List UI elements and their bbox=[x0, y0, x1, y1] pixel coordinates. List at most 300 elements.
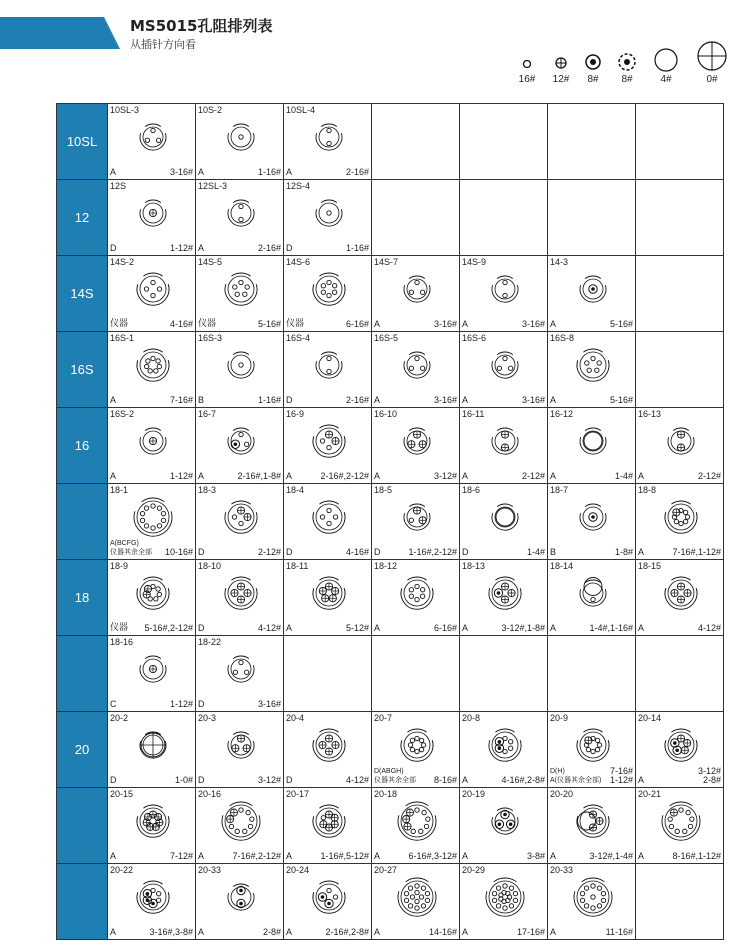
arrangement-code: A bbox=[286, 927, 293, 937]
pin-16-icon bbox=[157, 287, 161, 291]
arrangement-cell bbox=[284, 864, 372, 940]
contact-count: 4-16# bbox=[169, 319, 193, 329]
connector-face-diagram bbox=[573, 497, 613, 537]
pin-16-icon bbox=[157, 364, 161, 368]
legend-label: 8# bbox=[621, 74, 633, 85]
connector-face-diagram bbox=[661, 573, 701, 613]
arrangement-code: A bbox=[550, 851, 557, 861]
pin-16-icon bbox=[144, 524, 148, 528]
arrangement-cell bbox=[372, 180, 460, 256]
contact-count: 6-16# bbox=[433, 623, 457, 633]
contact-count: 3-12# bbox=[697, 766, 721, 776]
arrangement-name: 18-3 bbox=[198, 485, 217, 495]
pin-16-icon bbox=[508, 740, 512, 744]
pin-16-icon bbox=[156, 138, 160, 142]
connector-face-diagram bbox=[573, 573, 613, 613]
arrangement-code: D bbox=[374, 547, 381, 557]
contact-count: 2-16#,2-8# bbox=[325, 927, 369, 937]
arrangement-code: A bbox=[198, 927, 205, 937]
pin-16-icon bbox=[426, 817, 430, 821]
pin-16-icon bbox=[145, 138, 149, 142]
contact-count: 2-8# bbox=[262, 927, 281, 937]
arrangement-name: 20-33 bbox=[198, 865, 222, 875]
arrangement-cell bbox=[108, 180, 196, 256]
arrangement-cell bbox=[196, 484, 284, 560]
arrangement-name: 18-15 bbox=[638, 561, 662, 571]
arrangement-name: 10SL-4 bbox=[286, 105, 316, 115]
pin-16-icon bbox=[496, 886, 500, 890]
contact-count: 3-16# bbox=[433, 395, 457, 405]
connector-face-diagram bbox=[485, 269, 525, 309]
arrangement-name: 14S-7 bbox=[374, 257, 399, 267]
arrangement-name: 12S bbox=[110, 181, 127, 191]
pin-16-icon bbox=[156, 892, 160, 896]
pin-16-icon bbox=[408, 886, 412, 890]
connector-face-diagram bbox=[397, 573, 437, 613]
pin-16-icon bbox=[409, 594, 413, 598]
arrangement-cell bbox=[636, 180, 724, 256]
arrangement-name: 14S-9 bbox=[462, 257, 487, 267]
pin-16-icon bbox=[320, 439, 324, 443]
shell-size-label: 18 bbox=[57, 560, 108, 636]
arrangement-cell bbox=[636, 712, 724, 788]
pin-16-icon bbox=[327, 521, 331, 525]
pin-16-icon bbox=[409, 518, 413, 522]
contact-count: 14-16# bbox=[428, 927, 457, 937]
table-row bbox=[57, 788, 724, 864]
pin-16-icon bbox=[503, 280, 507, 284]
contact-count: 6-16#,3-12# bbox=[408, 851, 457, 861]
pin-16-icon bbox=[415, 749, 419, 753]
pin-16-icon bbox=[421, 743, 425, 747]
contact-count: 4-12# bbox=[697, 623, 721, 633]
arrangement-cell bbox=[284, 788, 372, 864]
arrangement-name: 16S-1 bbox=[110, 333, 135, 343]
pin-16-icon bbox=[509, 886, 513, 890]
contact-count: 10-16# bbox=[164, 547, 193, 557]
arrangement-cell bbox=[108, 788, 196, 864]
arrangement-name: 14S-2 bbox=[110, 257, 135, 267]
arrangement-cell bbox=[548, 788, 636, 864]
pin-16-icon bbox=[404, 898, 408, 902]
pin-16-icon bbox=[421, 904, 425, 908]
arrangement-cell bbox=[636, 256, 724, 332]
legend-label: 12# bbox=[552, 74, 570, 85]
arrangement-name: 16-12 bbox=[550, 409, 574, 419]
pin-16-icon bbox=[327, 888, 331, 892]
cross-circle-icon bbox=[697, 36, 727, 72]
connector-face-diagram bbox=[221, 801, 261, 841]
arrangement-code: A bbox=[110, 851, 117, 861]
contact-count: 3-16# bbox=[521, 395, 545, 405]
arrangement-name: 18-5 bbox=[374, 485, 393, 495]
contact-count: 3-16# bbox=[257, 699, 281, 709]
pin-16-icon bbox=[674, 519, 678, 523]
arrangement-cell bbox=[108, 484, 196, 560]
pin-16-icon bbox=[591, 906, 595, 910]
contact-count: 5-16# bbox=[609, 395, 633, 405]
arrangement-code: D(ABGH) bbox=[374, 768, 404, 775]
pin-16-icon bbox=[157, 524, 161, 528]
arrangement-cell bbox=[284, 104, 372, 180]
contact-count: 8-16# bbox=[433, 775, 457, 785]
pin-16-icon bbox=[140, 518, 144, 522]
arrangement-name: 16-9 bbox=[286, 409, 305, 419]
connector-face-diagram bbox=[573, 725, 613, 765]
arrangement-cell bbox=[548, 560, 636, 636]
contact-count: 2-12# bbox=[521, 471, 545, 481]
contact-count: 3-16# bbox=[433, 319, 457, 329]
arrangement-code: A bbox=[286, 167, 293, 177]
arrangement-code: A bbox=[198, 471, 205, 481]
shell-size-label: 16S bbox=[57, 332, 108, 408]
pin-16-icon bbox=[235, 292, 239, 296]
connector-face-diagram bbox=[485, 421, 525, 461]
pin-16-icon bbox=[597, 743, 601, 747]
contact-count: 5-16#,2-12# bbox=[144, 623, 193, 633]
shell-size-label bbox=[57, 864, 108, 940]
connector-face-diagram bbox=[309, 193, 349, 233]
arrangement-code: A bbox=[374, 927, 381, 937]
connector-face-diagram bbox=[309, 801, 349, 841]
arrangement-name: 20-21 bbox=[638, 789, 662, 799]
pin-16-icon bbox=[601, 891, 605, 895]
pin-16-icon bbox=[410, 747, 414, 751]
arrangement-code: D bbox=[286, 243, 293, 253]
pin-16-icon bbox=[151, 293, 155, 297]
pin-16-icon bbox=[415, 906, 419, 910]
arrangement-code: D bbox=[110, 243, 117, 253]
contact-count: 4-12# bbox=[257, 623, 281, 633]
arrangement-code: A bbox=[374, 395, 381, 405]
pin-16-icon bbox=[509, 904, 513, 908]
arrangement-name: 16-13 bbox=[638, 409, 662, 419]
arrangement-cell bbox=[108, 104, 196, 180]
arrangement-name: 16S-3 bbox=[198, 333, 223, 343]
contact-count: 3-12#,1-8# bbox=[501, 623, 545, 633]
arrangement-code: D bbox=[198, 547, 205, 557]
pin-16-icon bbox=[333, 515, 337, 519]
arrangement-cell bbox=[372, 332, 460, 408]
pin-16-icon bbox=[404, 891, 408, 895]
connector-face-diagram bbox=[133, 649, 173, 689]
pin-16-icon bbox=[503, 884, 507, 888]
arrangement-cell bbox=[636, 560, 724, 636]
arrangement-code: D bbox=[286, 775, 293, 785]
pin-16-icon bbox=[239, 217, 243, 221]
contact-count: 6-16# bbox=[345, 319, 369, 329]
arrangement-code: A bbox=[462, 927, 469, 937]
pin-16-icon bbox=[151, 356, 155, 360]
connector-face-diagram bbox=[661, 725, 701, 765]
arrangement-name: 12S-4 bbox=[286, 181, 311, 191]
pin-16-icon bbox=[419, 895, 423, 899]
table-row bbox=[57, 408, 724, 484]
connector-face-diagram bbox=[221, 877, 261, 917]
pin-16-icon bbox=[409, 290, 413, 294]
arrangement-cell bbox=[196, 636, 284, 712]
arrangement-name: 20-4 bbox=[286, 713, 305, 723]
pin-16-icon bbox=[420, 366, 424, 370]
pin-16-icon bbox=[321, 816, 325, 820]
arrangement-name: 16S-2 bbox=[110, 409, 135, 419]
contact-count: 7-16# bbox=[169, 395, 193, 405]
arrangement-name: 10S-2 bbox=[198, 105, 223, 115]
arrangement-cell bbox=[196, 864, 284, 940]
contact-count: 4-12# bbox=[345, 775, 369, 785]
connector-face-diagram bbox=[397, 497, 437, 537]
pin-16-icon bbox=[327, 128, 331, 132]
pin-16-icon bbox=[597, 886, 601, 890]
contact-count: 1-4#,1-16# bbox=[589, 623, 633, 633]
pin-16-icon bbox=[586, 747, 590, 751]
arrangement-cell bbox=[372, 788, 460, 864]
arrangement-cell bbox=[108, 560, 196, 636]
pin-16-icon bbox=[690, 817, 694, 821]
connector-face-diagram bbox=[221, 497, 261, 537]
arrangement-cell bbox=[636, 864, 724, 940]
contact-count: 3-12#,1-4# bbox=[589, 851, 633, 861]
pin-16-icon bbox=[248, 824, 252, 828]
pin-16-icon bbox=[233, 285, 237, 289]
arrangement-cell bbox=[108, 256, 196, 332]
arrangement-code: A bbox=[550, 395, 557, 405]
connector-face-diagram bbox=[133, 269, 173, 309]
arrangement-code: D bbox=[286, 547, 293, 557]
pin-16-icon bbox=[591, 356, 595, 360]
arrangement-code: A bbox=[462, 471, 469, 481]
arrangement-code: A bbox=[198, 167, 205, 177]
connector-face-diagram bbox=[485, 801, 525, 841]
arrangement-code: A bbox=[638, 775, 645, 785]
arrangement-cell bbox=[372, 104, 460, 180]
arrangement-cell bbox=[460, 864, 548, 940]
arrangement-code: A bbox=[638, 851, 645, 861]
arrangement-code-note: 仪器其余全部 bbox=[110, 549, 152, 556]
arrangement-cell bbox=[284, 180, 372, 256]
pin-16-icon bbox=[154, 369, 158, 373]
connector-face-diagram bbox=[133, 573, 173, 613]
contact-count: 3-12# bbox=[257, 775, 281, 785]
connector-face-diagram bbox=[485, 497, 525, 537]
pin-16-icon bbox=[235, 829, 239, 833]
arrangement-code: A bbox=[374, 623, 381, 633]
pin-16-icon bbox=[409, 588, 413, 592]
arrangement-cell bbox=[284, 484, 372, 560]
contact-arrangement-table bbox=[56, 103, 724, 940]
connector-face-diagram bbox=[485, 573, 525, 613]
pin-16-icon bbox=[244, 442, 248, 446]
pin-16-icon bbox=[151, 504, 155, 508]
connector-face-diagram bbox=[661, 497, 701, 537]
dotted-contact-icon bbox=[578, 36, 608, 72]
arrangement-name: 20-8 bbox=[462, 713, 481, 723]
table-row bbox=[57, 484, 724, 560]
connector-face-diagram bbox=[309, 497, 349, 537]
pin-16-icon bbox=[410, 738, 414, 742]
arrangement-name: 16-10 bbox=[374, 409, 398, 419]
pin-16-icon bbox=[233, 670, 237, 674]
arrangement-code: A bbox=[110, 395, 117, 405]
arrangement-cell bbox=[372, 636, 460, 712]
arrangement-name: 16-11 bbox=[462, 409, 485, 419]
arrangement-cell bbox=[284, 408, 372, 484]
contact-count: 7-16#,2-12# bbox=[232, 851, 281, 861]
pin-16-icon bbox=[679, 521, 683, 525]
contact-count-second: 2-8# bbox=[702, 775, 721, 785]
pin-16-icon bbox=[239, 363, 243, 367]
title-banner bbox=[0, 17, 120, 49]
contact-count: 2-16# bbox=[345, 395, 369, 405]
arrangement-name: 18-13 bbox=[462, 561, 486, 571]
arrangement-cell bbox=[548, 104, 636, 180]
contact-count: 7-16#,1-12# bbox=[672, 547, 721, 557]
arrangement-code: A bbox=[286, 471, 293, 481]
contact-count: 17-16# bbox=[516, 927, 545, 937]
arrangement-cell bbox=[108, 864, 196, 940]
contact-count: 2-16#,2-12# bbox=[320, 471, 369, 481]
pin-16-icon bbox=[591, 597, 595, 601]
arrangement-code: A bbox=[198, 243, 205, 253]
arrangement-cell bbox=[108, 408, 196, 484]
pin-16-icon bbox=[327, 211, 331, 215]
small-contact-icon bbox=[512, 36, 542, 72]
pin-16-icon bbox=[244, 670, 248, 674]
pin-4-icon bbox=[496, 508, 514, 526]
contact-count: 1-12# bbox=[169, 471, 193, 481]
arrangement-code: A bbox=[550, 471, 557, 481]
pin-16-icon bbox=[415, 808, 419, 812]
arrangement-code: C bbox=[110, 699, 117, 709]
pin-16-icon bbox=[597, 361, 601, 365]
arrangement-cell bbox=[548, 332, 636, 408]
arrangement-cell bbox=[548, 864, 636, 940]
pin-16-icon bbox=[419, 747, 423, 751]
contact-count: 3-16#,3-8# bbox=[149, 927, 193, 937]
arrangement-name: 18-7 bbox=[550, 485, 569, 495]
pin-16-icon bbox=[585, 361, 589, 365]
contact-count: 2-16#,1-8# bbox=[237, 471, 281, 481]
connector-face-diagram bbox=[221, 269, 261, 309]
arrangement-name: 14-3 bbox=[550, 257, 569, 267]
pin-16-icon bbox=[587, 368, 591, 372]
arrangement-code: A bbox=[286, 851, 293, 861]
arrangement-cell bbox=[196, 788, 284, 864]
arrangement-name: 18-10 bbox=[198, 561, 222, 571]
pin-16-icon bbox=[243, 829, 247, 833]
pin-16-icon bbox=[591, 895, 595, 899]
shell-size-label: 16 bbox=[57, 408, 108, 484]
arrangement-name: 18-6 bbox=[462, 485, 481, 495]
pin-16-icon bbox=[425, 891, 429, 895]
connector-face-diagram bbox=[573, 421, 613, 461]
pin-16-icon bbox=[327, 356, 331, 360]
arrangement-code: 仪器 bbox=[110, 318, 129, 328]
pin-16-icon bbox=[327, 508, 331, 512]
contact-count: 1-0# bbox=[174, 775, 193, 785]
arrangement-code: D(H) bbox=[550, 768, 565, 775]
arrangement-cell bbox=[196, 332, 284, 408]
arrangement-code: 仪器 bbox=[110, 622, 129, 632]
table-row bbox=[57, 712, 724, 788]
contact-count: 2-12# bbox=[257, 547, 281, 557]
arrangement-code: B bbox=[198, 395, 205, 405]
arrangement-cell bbox=[108, 332, 196, 408]
connector-face-diagram bbox=[397, 801, 437, 841]
connector-face-diagram bbox=[309, 421, 349, 461]
contact-count: 1-16# bbox=[345, 243, 369, 253]
pin-16-icon bbox=[503, 356, 507, 360]
pin-16-icon bbox=[424, 824, 428, 828]
contact-count: 5-16# bbox=[609, 319, 633, 329]
arrangement-name: 18-9 bbox=[110, 561, 129, 571]
pin-16-icon bbox=[683, 510, 687, 514]
arrangement-name: 14S-6 bbox=[286, 257, 311, 267]
table-row bbox=[57, 864, 724, 940]
pin-16-icon bbox=[675, 829, 679, 833]
pin-16-icon bbox=[327, 293, 331, 297]
pin-16-icon bbox=[250, 817, 254, 821]
pin-16-icon bbox=[420, 594, 424, 598]
arrangement-cell bbox=[460, 180, 548, 256]
arrangement-name: 16S-5 bbox=[374, 333, 399, 343]
pin-16-icon bbox=[422, 810, 426, 814]
connector-face-diagram bbox=[573, 801, 613, 841]
arrangement-cell bbox=[284, 560, 372, 636]
pin-16-icon bbox=[415, 736, 419, 740]
pin-16-icon bbox=[327, 445, 331, 449]
arrangement-cell bbox=[372, 712, 460, 788]
pin-16-icon bbox=[246, 810, 250, 814]
contact-count: 4-16# bbox=[345, 547, 369, 557]
arrangement-code: A bbox=[286, 623, 293, 633]
arrangement-name: 20-20 bbox=[550, 789, 574, 799]
table-row bbox=[57, 332, 724, 408]
arrangement-code: A bbox=[374, 851, 381, 861]
pin-16-icon bbox=[679, 808, 683, 812]
contact-count: 1-12# bbox=[169, 699, 193, 709]
arrangement-name: 12SL-3 bbox=[198, 181, 228, 191]
pin-16-icon bbox=[685, 515, 689, 519]
arrangement-cell bbox=[196, 408, 284, 484]
legend-label: 16# bbox=[518, 74, 536, 85]
pin-16-icon bbox=[408, 743, 412, 747]
arrangement-name: 20-9 bbox=[550, 713, 569, 723]
table-row bbox=[57, 560, 724, 636]
arrangement-name: 16S-6 bbox=[462, 333, 487, 343]
arrangement-name: 20-17 bbox=[286, 789, 310, 799]
arrangement-code: A bbox=[110, 927, 117, 937]
contact-count: 3-16# bbox=[521, 319, 545, 329]
pin-16-icon bbox=[157, 592, 161, 596]
arrangement-code: A bbox=[638, 547, 645, 557]
arrangement-cell bbox=[196, 256, 284, 332]
connector-face-diagram bbox=[133, 421, 173, 461]
connector-face-diagram bbox=[221, 725, 261, 765]
arrangement-cell bbox=[460, 256, 548, 332]
connector-face-diagram bbox=[133, 497, 173, 537]
arrangement-cell bbox=[372, 864, 460, 940]
arrangement-name: 20-24 bbox=[286, 865, 310, 875]
pin-16-icon bbox=[243, 292, 247, 296]
contact-count: 1-16# bbox=[257, 167, 281, 177]
dashed-contact-icon bbox=[612, 36, 642, 72]
pin-16-icon bbox=[239, 521, 243, 525]
arrangement-cell bbox=[636, 408, 724, 484]
arrangement-cell bbox=[636, 636, 724, 712]
arrangement-cell bbox=[284, 332, 372, 408]
shell-size-label bbox=[57, 636, 108, 712]
